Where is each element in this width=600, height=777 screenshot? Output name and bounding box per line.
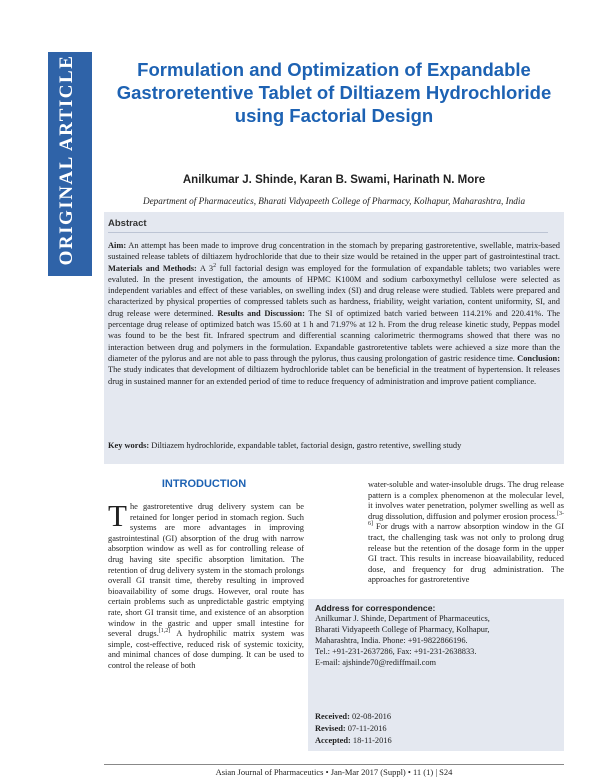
materials-superscript: 2 [213,262,217,269]
correspondence-line: Tel.: +91-231-2637286, Fax: +91-231-2638833. [315,646,477,656]
results-text: The SI of optimized batch varied between 114.21% and 220.41%. The percentage drug release of optimized batch was 15.60 at 1 h and 71.97% at 12 h. From the drug release kinetic study, Peppas model was found to be the best fit. Infrared spectrum and differential scanning calorimetric thermograms showed that there was no interaction between drug and polymers in the formulation. Expandable gastroretentive tablets were achieved a size more than the diameter of the pylorus and are not able to pass through the pylorus, thus causing prolongation of gastric residence time. [108,308,560,363]
abstract-heading: Abstract [108,218,548,233]
affiliation: Department of Pharmaceutics, Bharati Vidyapeeth College of Pharmacy, Kolhapur, Maharashtra, India [142,196,526,206]
intro-right-text-a: water-soluble and water-insoluble drugs. The drug release pattern is a complex phenomenon at the molecular level, it involves water penetration, polymer swelling as well as drug dissolution, diffusion and polymer erosion process. [368,480,564,521]
introduction-right-column [368,480,564,586]
publication-dates [315,711,559,747]
journal-footer: Asian Journal of Pharmaceutics • Jan-Mar 2017 (Suppl) • 11 (1) | S24 [215,767,453,777]
keywords-line [108,441,560,450]
intro-right-text-b: For drugs with a narrow absorption window in the GI tract, the challenging task was not only to prolong drug release but the retention of the dosage form in the upper GI tract. This results in increase bioavailability, reduced dose, and frequency for drug administration. The approaches for gastroretentive [368,522,564,585]
introduction-left-column [108,498,305,672]
correspondence-block [315,603,559,668]
materials-text-b: full factorial design was employed for the formulation of expandable tablets; two variables were evaluted. In the present investigation, the amounts of HPMC K100M and sodium carboxymethyl cellulose were selected as independent variables and effect of these variables, on swelling index (SI) and drug release were studied. Tablets were prepared and characterized by physical properties of compressed tablets such as hardness, friability, weight variation, content uniformity, SI, and drug release were determined. [108,263,560,318]
intro-left-text-b: A hydrophilic matrix system was simple, cost-effective, reduced risk of systemic toxicity, and minimal chances of dose dumping. It can be used to control the release of both [108,629,305,670]
correspondence-heading: Address for correspondence: [315,603,436,613]
citation-3-6: [3-6] [368,510,564,528]
introduction-heading: INTRODUCTION [161,478,247,490]
aim-text: An attempt has been made to improve drug concentration in the stomach by preparing gastroretentive, swellable, matrix-based sustained release tablets of diltiazem hydrochloride that due to their size would be retained in the upper part of gastrointestinal tract. [108,241,560,262]
accepted-label: Accepted: [315,736,351,745]
received-value: 02-08-2016 [351,712,392,721]
keywords-label: Key words: [108,441,150,450]
aim-label: Aim: [108,241,127,250]
article-type-label: ORIGINAL ARTICLE [56,54,77,266]
citation-1-2: [1,2] [158,628,171,635]
correspondence-email: E-mail: ajshinde70@rediffmail.com [315,657,437,667]
drop-cap: T [108,498,127,533]
revised-value: 07-11-2016 [347,724,387,733]
accepted-value: 18-11-2016 [352,736,392,745]
revised-date [315,723,559,735]
correspondence-line: Bharati Vidyapeeth College of Pharmacy, Kolhapur, [315,624,490,634]
paper-title: Formulation and Optimization of Expandable Gastroretentive Tablet of Diltiazem Hydrochloride using Factorial Design [116,59,552,126]
conclusion-text: The study indicates that development of diltiazem hydrochloride tablet can be beneficial in the treatment of hypertension. It releases drug in sustained manner for an extended period of time to reduce frequency of administration and improve patient compliance. [108,365,560,386]
footer-divider [104,764,564,765]
materials-label: Materials and Methods: [108,263,197,273]
received-date [315,711,559,723]
accepted-date [315,735,559,747]
received-label: Received: [315,712,350,721]
correspondence-line: Anilkumar J. Shinde, Department of Pharmaceutics, [315,613,490,623]
keywords-text: Diltiazem hydrochloride, expandable tablet, factorial design, gastro retentive, swelling study [151,441,462,450]
abstract-body [108,240,560,387]
author-list: Anilkumar J. Shinde, Karan B. Swami, Harinath N. More [182,174,486,186]
correspondence-line: Maharashtra, India. Phone: +91-9822866196. [315,635,468,645]
revised-label: Revised: [315,724,346,733]
results-label: Results and Discussion: [217,308,305,318]
materials-text-a: A 3 [199,263,214,273]
intro-left-text-a: he gastroretentive drug delivery system can be retained for longer period in stomach region. Such systems are more advantages in improving gastrointestinal (GI) absorption of the drug with narrow absorption window as well as for controlling release of drug having site specific absorption limitation. The retention of drug delivery system in the stomach prolongs overall GI transit time, thereby resulting in improved bioavailability of some drugs. However, oral route has certain problems such as unpredictable gastric emptying rate, short GI transit time, and existence of an absorption window in the gastric and upper small intestine for several drugs. [108,502,304,639]
conclusion-label: Conclusion: [517,353,560,363]
